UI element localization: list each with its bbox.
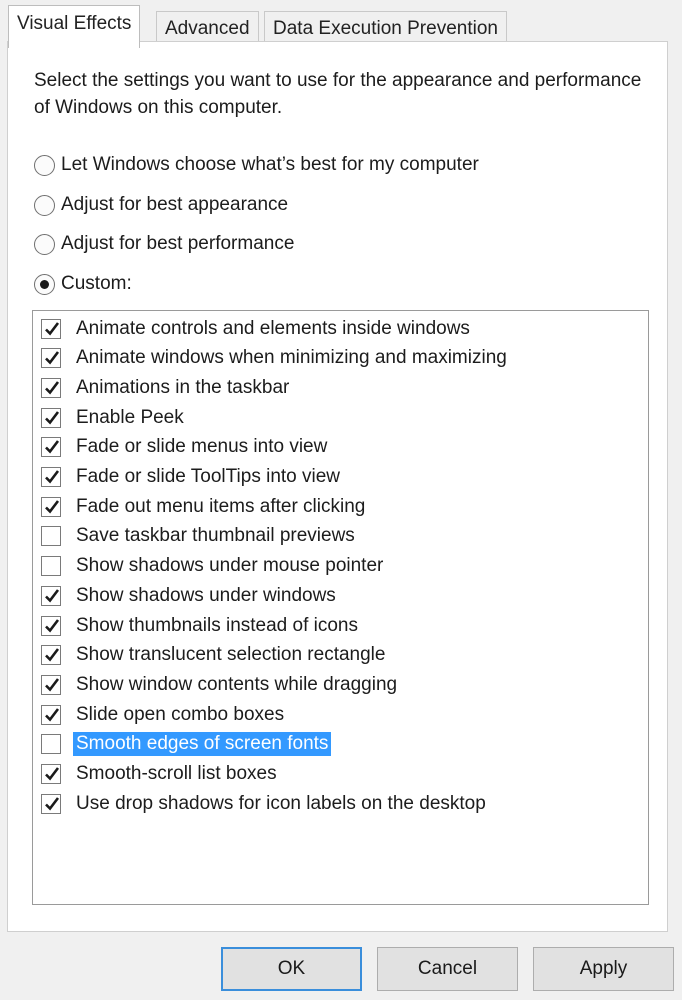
radio-let-windows-choose[interactable] [34, 151, 479, 179]
checkbox[interactable] [41, 348, 61, 368]
option-label: Fade or slide ToolTips into view [76, 466, 341, 487]
list-item[interactable] [41, 701, 287, 728]
radio-button[interactable] [34, 274, 55, 295]
list-item[interactable] [41, 345, 510, 372]
list-item[interactable] [41, 404, 187, 431]
radio-label: Custom: [61, 273, 132, 294]
checkmark-icon [43, 765, 61, 783]
checkbox[interactable] [41, 408, 61, 428]
option-label: Use drop shadows for icon labels on the desktop [76, 792, 486, 814]
checkmark-icon [43, 498, 61, 516]
checkbox[interactable] [41, 734, 61, 754]
checkmark-icon [43, 349, 61, 367]
visual-effects-panel [7, 41, 668, 932]
list-item[interactable] [41, 493, 368, 520]
checkbox[interactable] [41, 675, 61, 695]
ok-button[interactable]: OK [221, 947, 362, 991]
checkmark-icon [43, 617, 61, 635]
visual-effects-options-list[interactable] [32, 310, 649, 905]
list-item[interactable] [41, 315, 473, 342]
list-item[interactable] [41, 642, 388, 669]
checkmark-icon [43, 706, 61, 724]
list-item[interactable] [41, 464, 343, 491]
list-item[interactable] [41, 553, 386, 580]
checkbox[interactable] [41, 764, 61, 784]
checkbox[interactable] [41, 616, 61, 636]
checkmark-icon [43, 676, 61, 694]
intro-text: Select the settings you want to use for the appearance and performance of Windows on this computer. [34, 70, 642, 118]
list-item[interactable] [41, 761, 280, 788]
list-item[interactable] [41, 731, 331, 758]
checkbox[interactable] [41, 645, 61, 665]
option-label: Animations in the taskbar [76, 376, 290, 398]
radio-label: Adjust for best performance [61, 233, 295, 254]
radio-best-appearance[interactable] [34, 191, 288, 219]
checkmark-icon [43, 646, 61, 664]
checkmark-icon [43, 409, 61, 427]
checkmark-icon [43, 587, 61, 605]
option-label: Smooth-scroll list boxes [76, 763, 277, 784]
radio-custom[interactable] [34, 270, 132, 298]
checkmark-icon [43, 379, 61, 397]
tab-advanced[interactable]: Advanced [156, 11, 259, 45]
radio-button[interactable] [34, 234, 55, 255]
radio-best-performance[interactable] [34, 230, 294, 258]
apply-button[interactable]: Apply [533, 947, 674, 991]
option-label: Save taskbar thumbnail previews [76, 525, 355, 547]
option-label: Show window contents while dragging [76, 673, 398, 695]
checkbox[interactable] [41, 705, 61, 725]
checkbox[interactable] [41, 794, 61, 814]
cancel-button[interactable]: Cancel [377, 947, 518, 991]
list-item[interactable] [41, 671, 400, 698]
checkbox[interactable] [41, 437, 61, 457]
option-label: Show thumbnails instead of icons [76, 614, 358, 636]
radio-button[interactable] [34, 195, 55, 216]
radio-label: Adjust for best appearance [61, 194, 289, 215]
tab-visual-effects[interactable]: Visual Effects [8, 5, 140, 48]
option-label: Enable Peek [76, 406, 184, 428]
tab-data-execution-prevention[interactable]: Data Execution Prevention [264, 11, 507, 45]
list-item[interactable] [41, 374, 292, 401]
checkbox[interactable] [41, 467, 61, 487]
checkmark-icon [43, 320, 61, 338]
checkbox[interactable] [41, 586, 61, 606]
radio-button[interactable] [34, 155, 55, 176]
option-label: Animate windows when minimizing and maximizing [76, 347, 507, 369]
radio-label: Let Windows choose what’s best for my computer [61, 154, 479, 175]
checkbox[interactable] [41, 497, 61, 517]
checkmark-icon [43, 438, 61, 456]
checkbox[interactable] [41, 556, 61, 576]
option-label: Smooth edges of screen fonts [73, 732, 331, 756]
checkbox[interactable] [41, 319, 61, 339]
option-label: Slide open combo boxes [76, 703, 285, 725]
list-item[interactable] [41, 434, 330, 461]
list-item[interactable] [41, 790, 489, 817]
option-label: Show translucent selection rectangle [76, 644, 386, 666]
checkbox[interactable] [41, 526, 61, 546]
option-label: Fade out menu items after clicking [76, 495, 366, 517]
checkmark-icon [43, 795, 61, 813]
checkbox[interactable] [41, 378, 61, 398]
option-label: Show shadows under mouse pointer [76, 555, 384, 577]
list-item[interactable] [41, 523, 358, 550]
option-label: Fade or slide menus into view [76, 436, 328, 458]
list-item[interactable] [41, 612, 361, 639]
list-item[interactable] [41, 582, 339, 609]
option-label: Show shadows under windows [76, 584, 336, 606]
checkmark-icon [43, 468, 61, 486]
option-label: Animate controls and elements inside windows [76, 317, 470, 339]
